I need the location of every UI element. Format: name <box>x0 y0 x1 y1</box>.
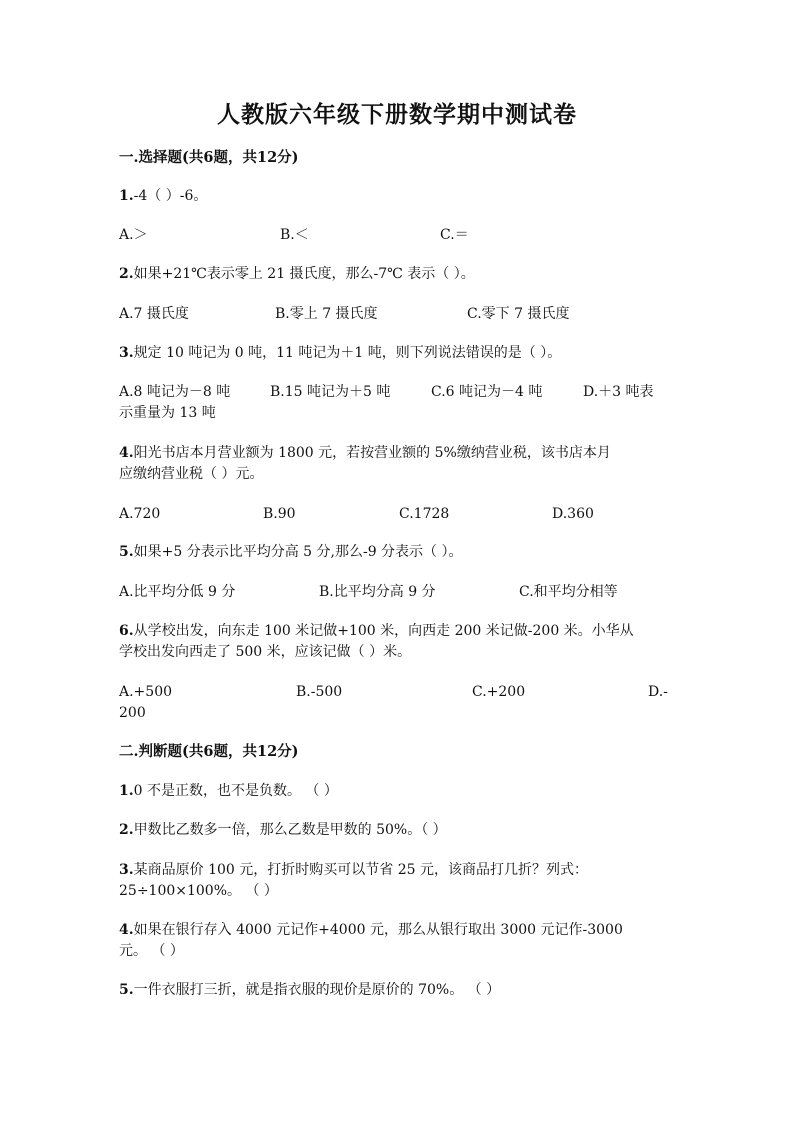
option-c: C.1728 <box>399 506 450 522</box>
question-text: 甲数比乙数多一倍，那么乙数是甲数的 50%。（ ） <box>133 822 447 838</box>
page-title: 人教版六年级下册数学期中测试卷 <box>217 101 577 128</box>
option-a: A.8 吨记为－8 吨 <box>119 384 231 400</box>
option-b: B.比平均分高 9 分 <box>319 584 436 600</box>
option-b: B.＜ <box>280 227 309 243</box>
judge-question-3 <box>119 860 588 881</box>
question-6 <box>119 621 634 642</box>
option-d: D.＋3 吨表 <box>583 384 654 400</box>
question-text: 如果+5 分表示比平均分高 5 分,那么-9 分表示（ ）。 <box>133 544 463 560</box>
option-d: D.360 <box>552 506 594 522</box>
option-b: B.-500 <box>296 684 343 700</box>
option-b: B.零上 7 摄氏度 <box>275 306 378 322</box>
question-text: 一件衣服打三折，就是指衣服的现价是原价的 70%。 （ ） <box>133 982 501 998</box>
question-text-wrap: 学校出发向西走了 500 米，应该记做（ ）米。 <box>119 644 412 660</box>
question-number: 4. <box>119 922 134 938</box>
question-number: 6. <box>119 623 134 639</box>
option-d-wrap: 200 <box>119 705 146 721</box>
question-number: 1. <box>119 188 134 204</box>
option-a: A.7 摄氏度 <box>119 306 189 322</box>
judge-question-1 <box>119 781 338 802</box>
option-a: A.＞ <box>119 227 148 243</box>
question-number: 5. <box>119 982 134 998</box>
option-a: A.720 <box>119 506 161 522</box>
question-text-wrap: 25÷100×100%。 （ ） <box>119 883 278 899</box>
section2-heading: 二.判断题(共6题，共12分) <box>119 743 299 760</box>
option-a: A.比平均分低 9 分 <box>119 584 236 600</box>
question-number: 4. <box>119 445 134 461</box>
judge-question-5 <box>119 980 500 1001</box>
question-text-wrap: 元。 （ ） <box>119 943 184 959</box>
option-c: C.和平均分相等 <box>519 584 618 600</box>
question-4 <box>119 443 611 464</box>
question-3 <box>119 343 561 364</box>
judge-question-2 <box>119 820 447 841</box>
section1-heading: 一.选择题(共6题，共12分) <box>119 149 299 166</box>
option-b: B.90 <box>263 506 296 522</box>
question-1 <box>119 186 207 207</box>
question-number: 3. <box>119 345 134 361</box>
option-c: C.6 吨记为－4 吨 <box>431 384 543 400</box>
question-number: 3. <box>119 862 134 878</box>
question-text: 如果在银行存入 4000 元记作+4000 元，那么从银行取出 3000 元记作-3000 <box>133 922 623 938</box>
question-2 <box>119 264 475 285</box>
question-text: 某商品原价 100 元，打折时购买可以节省 25 元，该商品打几折？列式： <box>133 862 588 878</box>
question-5 <box>119 542 463 563</box>
question-number: 5. <box>119 544 134 560</box>
option-a: A.+500 <box>119 684 173 700</box>
option-c: C.+200 <box>472 684 526 700</box>
option-c: C.零下 7 摄氏度 <box>467 306 570 322</box>
question-text: 从学校出发，向东走 100 米记做+100 米，向西走 200 米记做-200 米。小华从 <box>133 623 634 639</box>
option-c: C.＝ <box>440 227 469 243</box>
judge-question-4 <box>119 920 623 941</box>
question-text: -4（ ）-6。 <box>133 188 208 204</box>
question-text-wrap: 应缴纳营业税（ ）元。 <box>119 466 264 482</box>
question-text: 如果+21℃表示零上 21 摄氏度，那么-7℃ 表示（ ）。 <box>133 266 475 282</box>
question-number: 1. <box>119 783 134 799</box>
question-number: 2. <box>119 266 134 282</box>
question-text: 0 不是正数，也不是负数。 （ ） <box>133 783 338 799</box>
question-text: 阳光书店本月营业额为 1800 元，若按营业额的 5%缴纳营业税，该书店本月 <box>133 445 611 461</box>
question-number: 2. <box>119 822 134 838</box>
question-text: 规定 10 吨记为 0 吨，11 吨记为＋1 吨，则下列说法错误的是（ ）。 <box>133 345 562 361</box>
option-b: B.15 吨记为＋5 吨 <box>270 384 391 400</box>
option-d: D.- <box>648 684 668 700</box>
option-d-wrap: 示重量为 13 吨 <box>119 405 216 421</box>
